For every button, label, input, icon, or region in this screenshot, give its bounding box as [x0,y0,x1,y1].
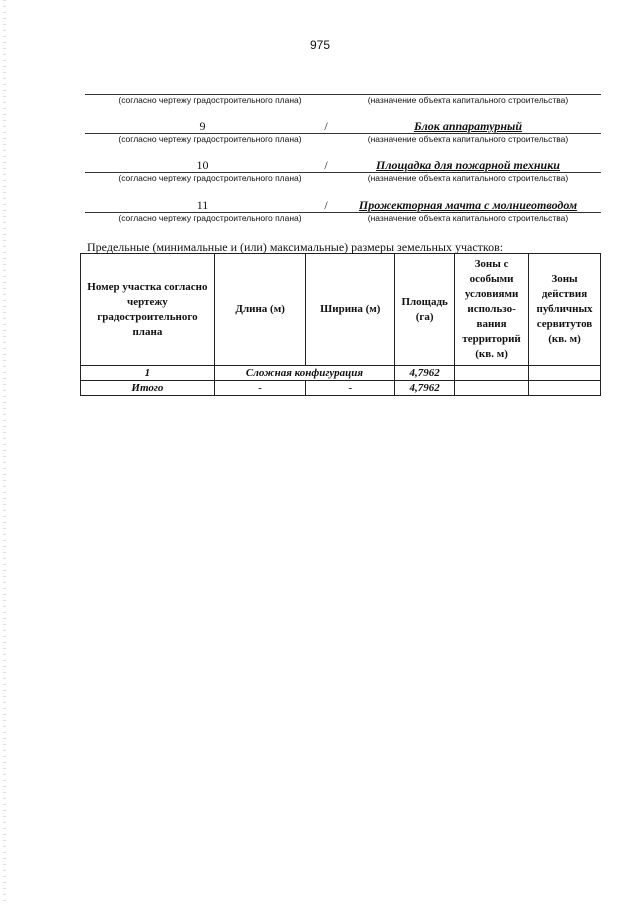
header-length: Длина (м) [214,254,306,366]
separator: / [324,198,328,212]
caption-plan-number: (согласно чертежу градостроительного плана) [118,134,302,144]
plot-size-table [80,253,601,396]
scan-margin-artifact [3,0,6,905]
cell-servitude-zones [529,366,601,381]
cell-configuration: Сложная конфигурация [214,366,394,381]
caption-object-purpose: (назначение объекта капитального строительства) [367,134,569,144]
header-special-zones: Зоны с особыми условиями использо-вания территорий (кв. м) [455,254,529,366]
cell-special-zones [455,381,529,396]
plot-size-intro: Предельные (минимальные и (или) максимальные) размеры земельных участков: [87,240,504,254]
object-number: 10 [196,158,209,172]
caption-plan-number: (согласно чертежу градостроительного плана) [118,173,302,183]
object-number: 11 [196,198,209,212]
separator: / [324,119,328,133]
caption-object-purpose: (назначение объекта капитального строительства) [367,95,569,105]
separator: / [324,158,328,172]
cell-special-zones [455,366,529,381]
cell-area: 4,7962 [395,366,455,381]
table-row [81,366,601,381]
caption-object-purpose: (назначение объекта капитального строительства) [367,213,569,223]
page-number: 975 [309,38,331,52]
header-area: Площадь (га) [395,254,455,366]
table-row-total [81,381,601,396]
cell-width: - [306,381,395,396]
caption-plan-number: (согласно чертежу градостроительного плана) [118,95,302,105]
object-number: 9 [199,119,206,133]
cell-length: - [214,381,306,396]
object-purpose: Блок аппаратурный [413,119,523,133]
object-purpose: Площадка для пожарной техники [376,158,560,172]
cell-total-label: Итого [81,381,215,396]
header-servitude-zones: Зоны действия публичных сервитутов (кв. м) [529,254,601,366]
header-width: Ширина (м) [306,254,395,366]
caption-object-purpose: (назначение объекта капитального строительства) [367,173,569,183]
cell-servitude-zones [529,381,601,396]
cell-area: 4,7962 [395,381,455,396]
header-plot-number: Номер участка согласно чертежу градостроительного плана [81,254,215,366]
object-purpose: Прожекторная мачта с молниеотводом [358,198,578,212]
cell-plot-number: 1 [81,366,215,381]
table-header-row [81,254,601,366]
caption-plan-number: (согласно чертежу градостроительного плана) [118,213,302,223]
